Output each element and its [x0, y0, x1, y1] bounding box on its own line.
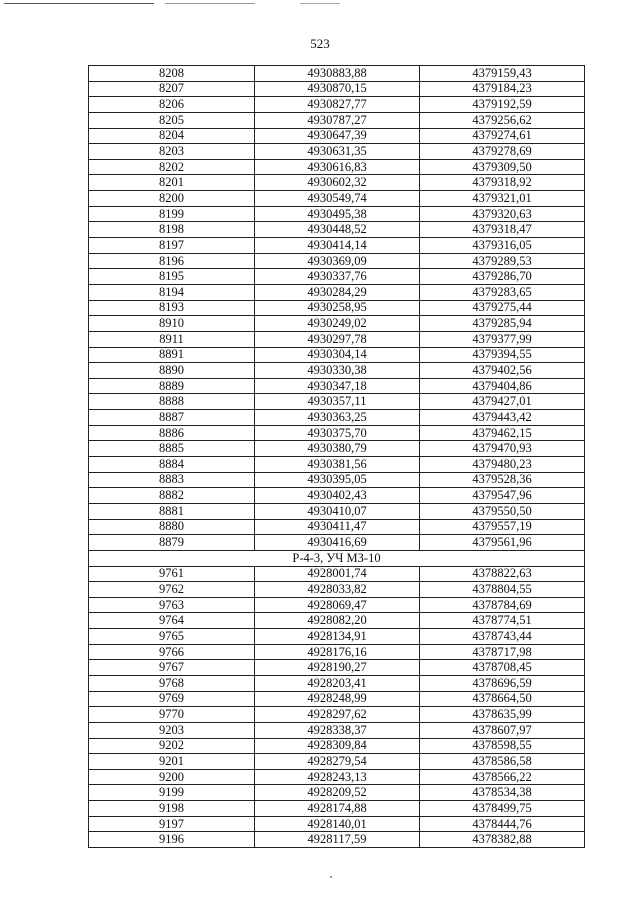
table-row: [89, 816, 585, 832]
point-number-cell: 9762: [89, 582, 255, 598]
table-row: [89, 519, 585, 535]
y-coordinate-cell: 4379427,01: [420, 394, 585, 410]
x-coordinate-cell: 4928309,84: [255, 738, 420, 754]
point-number-cell: 8888: [89, 394, 255, 410]
table-row: [89, 410, 585, 426]
table-row: [89, 566, 585, 582]
point-number-cell: 8196: [89, 253, 255, 269]
x-coordinate-cell: 4928338,37: [255, 722, 420, 738]
table-row: [89, 722, 585, 738]
x-coordinate-cell: 4930448,52: [255, 222, 420, 238]
y-coordinate-cell: 4378822,63: [420, 566, 585, 582]
y-coordinate-cell: 4379309,50: [420, 159, 585, 175]
point-number-cell: 9201: [89, 754, 255, 770]
x-coordinate-cell: 4930357,11: [255, 394, 420, 410]
table-row: [89, 175, 585, 191]
table-row: [89, 613, 585, 629]
point-number-cell: 8200: [89, 191, 255, 207]
y-coordinate-cell: 4378717,98: [420, 644, 585, 660]
table-row: [89, 97, 585, 113]
x-coordinate-cell: 4930402,43: [255, 488, 420, 504]
table-row: [89, 660, 585, 676]
table-row: [89, 629, 585, 645]
point-number-cell: 8208: [89, 66, 255, 82]
x-coordinate-cell: 4928209,52: [255, 785, 420, 801]
x-coordinate-cell: 4930363,25: [255, 410, 420, 426]
table-row: [89, 300, 585, 316]
x-coordinate-cell: 4928069,47: [255, 597, 420, 613]
x-coordinate-cell: 4928203,41: [255, 675, 420, 691]
y-coordinate-cell: 4378444,76: [420, 816, 585, 832]
table-row: [89, 316, 585, 332]
table-row: [89, 159, 585, 175]
table-row: [89, 691, 585, 707]
x-coordinate-cell: 4930375,70: [255, 425, 420, 441]
x-coordinate-cell: 4930380,79: [255, 441, 420, 457]
table-row: [89, 206, 585, 222]
x-coordinate-cell: 4928279,54: [255, 754, 420, 770]
point-number-cell: 8202: [89, 159, 255, 175]
y-coordinate-cell: 4379470,93: [420, 441, 585, 457]
point-number-cell: 8884: [89, 457, 255, 473]
point-number-cell: 8885: [89, 441, 255, 457]
x-coordinate-cell: 4930297,78: [255, 331, 420, 347]
scan-artifact-line: [165, 3, 255, 4]
point-number-cell: 8194: [89, 284, 255, 300]
x-coordinate-cell: 4930827,77: [255, 97, 420, 113]
table-row: [89, 535, 585, 551]
x-coordinate-cell: 4930883,88: [255, 66, 420, 82]
point-number-cell: 8199: [89, 206, 255, 222]
point-number-cell: 8198: [89, 222, 255, 238]
table-row: [89, 597, 585, 613]
table-row: [89, 66, 585, 82]
y-coordinate-cell: 4378696,59: [420, 675, 585, 691]
x-coordinate-cell: 4930304,14: [255, 347, 420, 363]
section-header-row: [89, 550, 585, 566]
table-row: [89, 331, 585, 347]
point-number-cell: 8197: [89, 238, 255, 254]
y-coordinate-cell: 4378784,69: [420, 597, 585, 613]
y-coordinate-cell: 4379285,94: [420, 316, 585, 332]
y-coordinate-cell: 4378534,38: [420, 785, 585, 801]
coordinates-table-body: [89, 66, 585, 848]
table-row: [89, 425, 585, 441]
x-coordinate-cell: 4928082,20: [255, 613, 420, 629]
x-coordinate-cell: 4930369,09: [255, 253, 420, 269]
table-row: [89, 363, 585, 379]
y-coordinate-cell: 4379443,42: [420, 410, 585, 426]
y-coordinate-cell: 4379402,56: [420, 363, 585, 379]
scan-speck: [330, 876, 332, 878]
x-coordinate-cell: 4928117,59: [255, 832, 420, 848]
y-coordinate-cell: 4379394,55: [420, 347, 585, 363]
point-number-cell: 9764: [89, 613, 255, 629]
point-number-cell: 8883: [89, 472, 255, 488]
y-coordinate-cell: 4379278,69: [420, 144, 585, 160]
y-coordinate-cell: 4379184,23: [420, 81, 585, 97]
x-coordinate-cell: 4928176,16: [255, 644, 420, 660]
point-number-cell: 8204: [89, 128, 255, 144]
point-number-cell: 8887: [89, 410, 255, 426]
table-row: [89, 128, 585, 144]
table-row: [89, 769, 585, 785]
y-coordinate-cell: 4379480,23: [420, 457, 585, 473]
point-number-cell: 8207: [89, 81, 255, 97]
point-number-cell: 8889: [89, 378, 255, 394]
x-coordinate-cell: 4930258,95: [255, 300, 420, 316]
point-number-cell: 8881: [89, 503, 255, 519]
x-coordinate-cell: 4930347,18: [255, 378, 420, 394]
point-number-cell: 9763: [89, 597, 255, 613]
point-number-cell: 9203: [89, 722, 255, 738]
y-coordinate-cell: 4379404,86: [420, 378, 585, 394]
x-coordinate-cell: 4930549,74: [255, 191, 420, 207]
scan-artifact-line: [4, 3, 154, 4]
table-row: [89, 222, 585, 238]
x-coordinate-cell: 4930249,02: [255, 316, 420, 332]
x-coordinate-cell: 4930787,27: [255, 112, 420, 128]
point-number-cell: 9768: [89, 675, 255, 691]
x-coordinate-cell: 4930410,07: [255, 503, 420, 519]
point-number-cell: 9197: [89, 816, 255, 832]
point-number-cell: 8890: [89, 363, 255, 379]
point-number-cell: 8882: [89, 488, 255, 504]
y-coordinate-cell: 4379318,92: [420, 175, 585, 191]
point-number-cell: 9761: [89, 566, 255, 582]
y-coordinate-cell: 4379159,43: [420, 66, 585, 82]
x-coordinate-cell: 4930381,56: [255, 457, 420, 473]
point-number-cell: 9769: [89, 691, 255, 707]
x-coordinate-cell: 4930411,47: [255, 519, 420, 535]
y-coordinate-cell: 4378774,51: [420, 613, 585, 629]
point-number-cell: 9202: [89, 738, 255, 754]
y-coordinate-cell: 4378743,44: [420, 629, 585, 645]
x-coordinate-cell: 4928248,99: [255, 691, 420, 707]
table-row: [89, 238, 585, 254]
x-coordinate-cell: 4930395,05: [255, 472, 420, 488]
point-number-cell: 8891: [89, 347, 255, 363]
x-coordinate-cell: 4928174,88: [255, 801, 420, 817]
table-row: [89, 441, 585, 457]
y-coordinate-cell: 4378708,45: [420, 660, 585, 676]
y-coordinate-cell: 4378635,99: [420, 707, 585, 723]
table-row: [89, 582, 585, 598]
x-coordinate-cell: 4930337,76: [255, 269, 420, 285]
x-coordinate-cell: 4928243,13: [255, 769, 420, 785]
y-coordinate-cell: 4379557,19: [420, 519, 585, 535]
table-row: [89, 503, 585, 519]
y-coordinate-cell: 4379286,70: [420, 269, 585, 285]
y-coordinate-cell: 4378566,22: [420, 769, 585, 785]
table-row: [89, 754, 585, 770]
point-number-cell: 8193: [89, 300, 255, 316]
y-coordinate-cell: 4379316,05: [420, 238, 585, 254]
x-coordinate-cell: 4928297,62: [255, 707, 420, 723]
y-coordinate-cell: 4379192,59: [420, 97, 585, 113]
y-coordinate-cell: 4378598,55: [420, 738, 585, 754]
point-number-cell: 8879: [89, 535, 255, 551]
y-coordinate-cell: 4379256,62: [420, 112, 585, 128]
y-coordinate-cell: 4378804,55: [420, 582, 585, 598]
table-row: [89, 378, 585, 394]
coordinates-table: [88, 65, 585, 848]
y-coordinate-cell: 4379289,53: [420, 253, 585, 269]
page-number: 523: [310, 36, 330, 51]
table-row: [89, 112, 585, 128]
table-row: [89, 785, 585, 801]
point-number-cell: 9765: [89, 629, 255, 645]
y-coordinate-cell: 4379561,96: [420, 535, 585, 551]
y-coordinate-cell: 4378664,50: [420, 691, 585, 707]
table-row: [89, 738, 585, 754]
table-row: [89, 644, 585, 660]
y-coordinate-cell: 4379275,44: [420, 300, 585, 316]
x-coordinate-cell: 4928140,01: [255, 816, 420, 832]
y-coordinate-cell: 4379547,96: [420, 488, 585, 504]
table-row: [89, 457, 585, 473]
y-coordinate-cell: 4379318,47: [420, 222, 585, 238]
table-row: [89, 832, 585, 848]
y-coordinate-cell: 4379550,50: [420, 503, 585, 519]
point-number-cell: 9770: [89, 707, 255, 723]
point-number-cell: 9766: [89, 644, 255, 660]
point-number-cell: 9199: [89, 785, 255, 801]
y-coordinate-cell: 4379320,63: [420, 206, 585, 222]
y-coordinate-cell: 4379377,99: [420, 331, 585, 347]
table-row: [89, 488, 585, 504]
point-number-cell: 8205: [89, 112, 255, 128]
x-coordinate-cell: 4928190,27: [255, 660, 420, 676]
y-coordinate-cell: 4379321,01: [420, 191, 585, 207]
table-row: [89, 394, 585, 410]
x-coordinate-cell: 4930870,15: [255, 81, 420, 97]
table-row: [89, 191, 585, 207]
y-coordinate-cell: 4378607,97: [420, 722, 585, 738]
point-number-cell: 8886: [89, 425, 255, 441]
table-row: [89, 284, 585, 300]
x-coordinate-cell: 4930416,69: [255, 535, 420, 551]
point-number-cell: 9196: [89, 832, 255, 848]
table-row: [89, 347, 585, 363]
point-number-cell: 8201: [89, 175, 255, 191]
x-coordinate-cell: 4930330,38: [255, 363, 420, 379]
point-number-cell: 8880: [89, 519, 255, 535]
table-row: [89, 144, 585, 160]
x-coordinate-cell: 4930631,35: [255, 144, 420, 160]
table-row: [89, 81, 585, 97]
x-coordinate-cell: 4930495,38: [255, 206, 420, 222]
point-number-cell: 8195: [89, 269, 255, 285]
scan-artifact-line: [300, 3, 340, 4]
table-row: [89, 801, 585, 817]
table-row: [89, 269, 585, 285]
section-title: Р-4-3, УЧ МЗ-10: [89, 550, 585, 566]
point-number-cell: 8206: [89, 97, 255, 113]
y-coordinate-cell: 4379528,36: [420, 472, 585, 488]
x-coordinate-cell: 4928001,74: [255, 566, 420, 582]
y-coordinate-cell: 4379462,15: [420, 425, 585, 441]
table-row: [89, 707, 585, 723]
x-coordinate-cell: 4930602,32: [255, 175, 420, 191]
y-coordinate-cell: 4378586,58: [420, 754, 585, 770]
x-coordinate-cell: 4930414,14: [255, 238, 420, 254]
y-coordinate-cell: 4378499,75: [420, 801, 585, 817]
x-coordinate-cell: 4930647,39: [255, 128, 420, 144]
point-number-cell: 9767: [89, 660, 255, 676]
x-coordinate-cell: 4930616,83: [255, 159, 420, 175]
x-coordinate-cell: 4928134,91: [255, 629, 420, 645]
point-number-cell: 8911: [89, 331, 255, 347]
table-row: [89, 675, 585, 691]
x-coordinate-cell: 4930284,29: [255, 284, 420, 300]
table-row: [89, 472, 585, 488]
x-coordinate-cell: 4928033,82: [255, 582, 420, 598]
y-coordinate-cell: 4378382,88: [420, 832, 585, 848]
y-coordinate-cell: 4379283,65: [420, 284, 585, 300]
point-number-cell: 8910: [89, 316, 255, 332]
table-row: [89, 253, 585, 269]
point-number-cell: 8203: [89, 144, 255, 160]
point-number-cell: 9198: [89, 801, 255, 817]
y-coordinate-cell: 4379274,61: [420, 128, 585, 144]
point-number-cell: 9200: [89, 769, 255, 785]
